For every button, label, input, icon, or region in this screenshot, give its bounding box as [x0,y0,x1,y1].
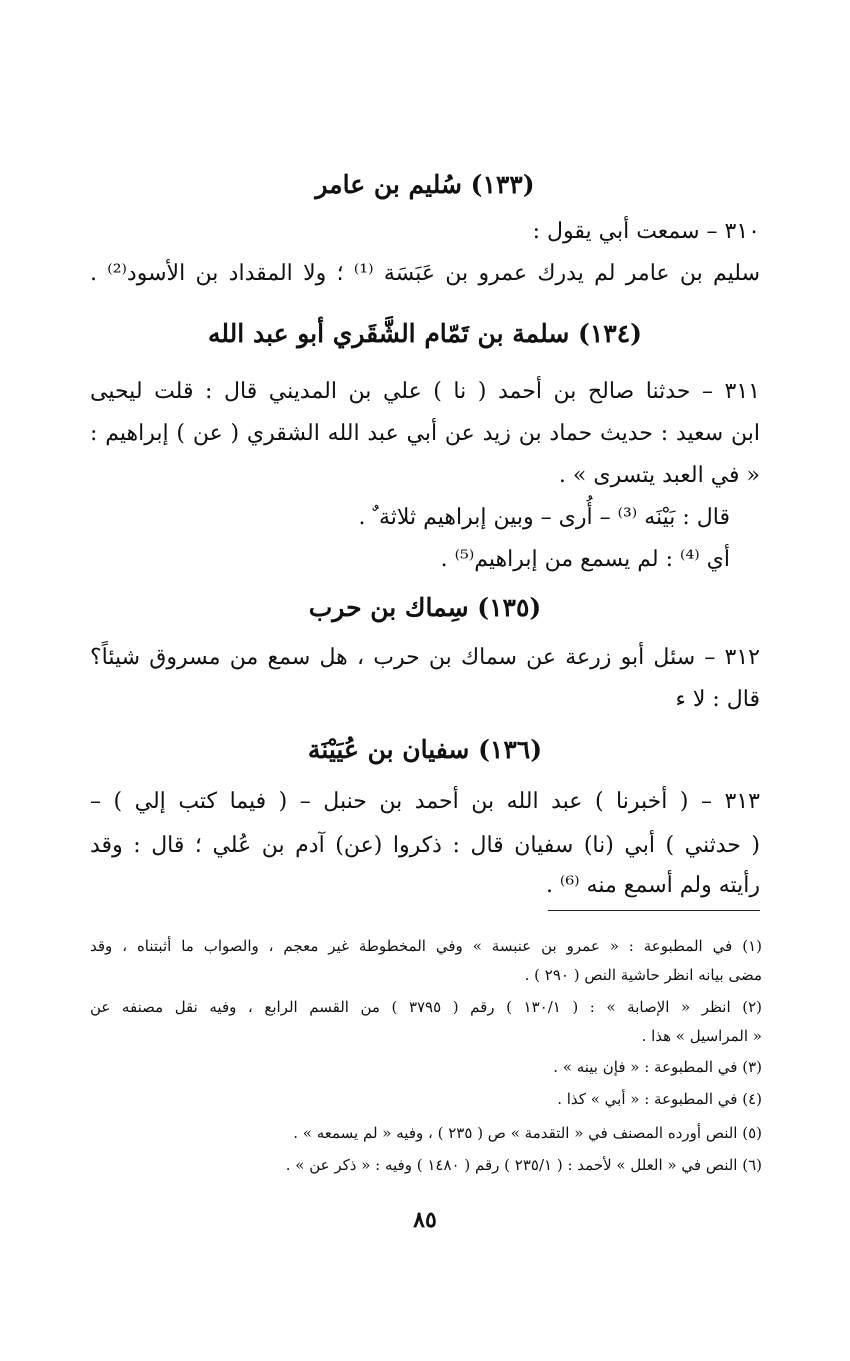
footnote-2-line-2: « المراسيل » هذا . [641,1027,762,1045]
footnote-3: (٣) في المطبوعة : « فإن بينه » . [553,1058,762,1076]
narration-312-line-2: قال : لا ء [675,687,760,712]
narration-311-line-3: « في العبد يتسرى » . [558,463,760,488]
entry-heading-134: (١٣٤) سلمة بن تَمّام الشَّقَري أبو عبد الله [208,319,642,348]
narration-311-line-4: قال : بَيْنَه ⁽³⁾ – أُرى – وبين إبراهيم ثلاثة ٌ . [358,505,730,530]
narration-313-line-3: رأيته ولم أسمع منه ⁽⁶⁾ . [545,873,760,898]
footnote-separator [548,910,760,911]
narration-311-line-5: أي ⁽⁴⁾ : لم يسمع من إبراهيم⁽⁵⁾ . [440,547,730,572]
entry-heading-133: (١٣٣) سُليم بن عامر [315,170,535,199]
entry-heading-135: (١٣٥) سِماك بن حرب [308,593,542,622]
narration-310-line-1: ٣١٠ – سمعت أبي يقول : [532,219,760,244]
narration-313-line-1: ٣١٣ – ( أخبرنا ) عبد الله بن أحمد بن حنبل – ( فيما كتب إلي ) – [90,789,760,814]
narration-310-line-2: سليم بن عامر لم يدرك عمرو بن عَبَسَة ⁽¹⁾ ؛ ولا المقداد بن الأسود⁽²⁾ . [90,261,761,286]
narration-311-line-2: ابن سعيد : حديث حماد بن زيد عن أبي عبد الله الشقري ( عن ) إبراهيم : [90,421,760,446]
narration-313-line-2: ( حدثني ) أبي (نا) سفيان قال : ذكروا (عن) آدم بن عُلي ؛ قال : وقد [90,833,760,858]
footnote-4: (٤) في المطبوعة : « أبي » كذا . [557,1090,762,1108]
narration-311-line-1: ٣١١ – حدثنا صالح بن أحمد ( نا ) علي بن المديني قال : قلت ليحيى [90,379,760,404]
footnote-6: (٦) النص في « العلل » لأحمد : ( ٢٣٥/١ ) رقم ( ١٤٨٠ ) وفيه : « ذكر عن » . [285,1156,762,1174]
footnote-2-line-1: (٢) انظر « الإصابة » : ( ١٣٠/١ ) رقم ( ٣٧٩٥ ) من القسم الرابع ، وفيه نقل مصنفه عن [90,998,762,1016]
entry-heading-136: (١٣٦) سفيان بن عُيَيْنَة [307,735,543,764]
narration-312-line-1: ٣١٢ – سئل أبو زرعة عن سماك بن حرب ، هل سمع من مسروق شيئاً؟ [90,645,760,670]
footnote-1-line-1: (١) في المطبوعة : « عمرو بن عنبسة » وفي المخطوطة غير معجم ، والصواب ما أثبتناه ، وقد [90,937,762,955]
footnote-5: (٥) النص أورده المصنف في « التقدمة » ص ( ٢٣٥ ) ، وفيه « لم يسمعه » . [293,1124,762,1142]
page-number: ٨٥ [413,1207,437,1233]
footnote-1-line-2: مضى بيانه انظر حاشية النص ( ٢٩٠ ) . [524,966,762,984]
